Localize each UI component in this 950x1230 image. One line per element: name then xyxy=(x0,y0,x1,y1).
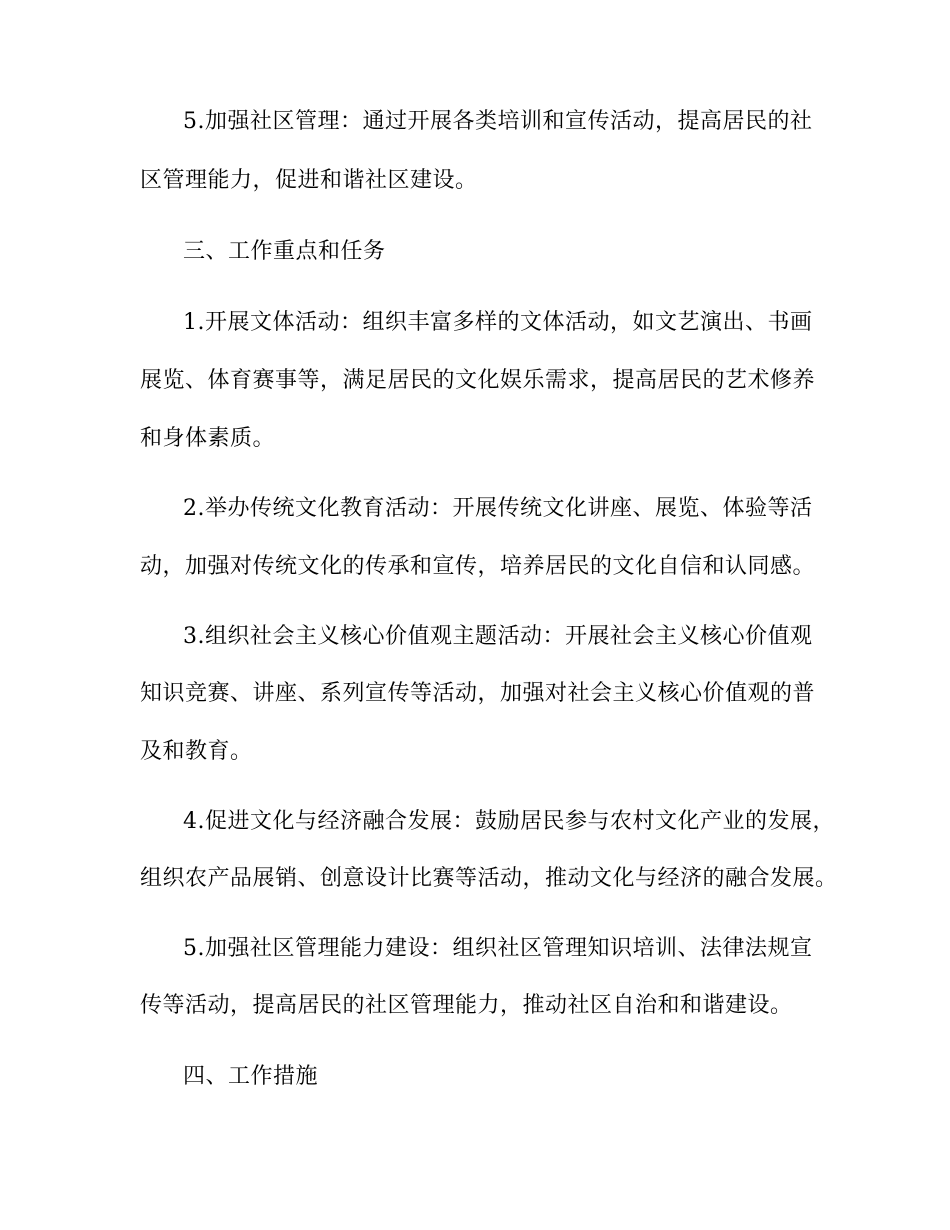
paragraph-line: 5.加强社区管理能力建设：组织社区管理知识培训、法律法规宣 xyxy=(183,936,813,961)
paragraph-line: 组织农产品展销、创意设计比赛等活动，推动文化与经济的融合发展。 xyxy=(140,866,838,891)
paragraph-line: 展览、体育赛事等，满足居民的文化娱乐需求，提高居民的艺术修养 xyxy=(140,368,816,393)
paragraph-line: 动，加强对传统文化的传承和宣传，培养居民的文化自信和认同感。 xyxy=(140,554,816,579)
paragraph-line: 传等活动，提高居民的社区管理能力，推动社区自治和和谐建设。 xyxy=(140,993,793,1018)
paragraph-line: 5.加强社区管理：通过开展各类培训和宣传活动，提高居民的社 xyxy=(183,109,813,134)
paragraph-line: 区管理能力，促进和谐社区建设。 xyxy=(140,168,478,193)
paragraph-line: 知识竞赛、讲座、系列宣传等活动，加强对社会主义核心价值观的普 xyxy=(140,681,816,706)
paragraph-line: 3.组织社会主义核心价值观主题活动：开展社会主义核心价值观 xyxy=(183,624,813,649)
section-heading: 四、工作措施 xyxy=(183,1064,319,1089)
paragraph-line: 4.促进文化与经济融合发展：鼓励居民参与农村文化产业的发展， xyxy=(183,809,835,834)
paragraph-line: 1.开展文体活动：组织丰富多样的文体活动，如文艺演出、书画 xyxy=(183,310,813,335)
section-heading: 三、工作重点和任务 xyxy=(183,239,386,264)
paragraph-line: 及和教育。 xyxy=(140,739,253,764)
paragraph-line: 和身体素质。 xyxy=(140,426,276,451)
paragraph-line: 2.举办传统文化教育活动：开展传统文化讲座、展览、体验等活 xyxy=(183,496,813,521)
